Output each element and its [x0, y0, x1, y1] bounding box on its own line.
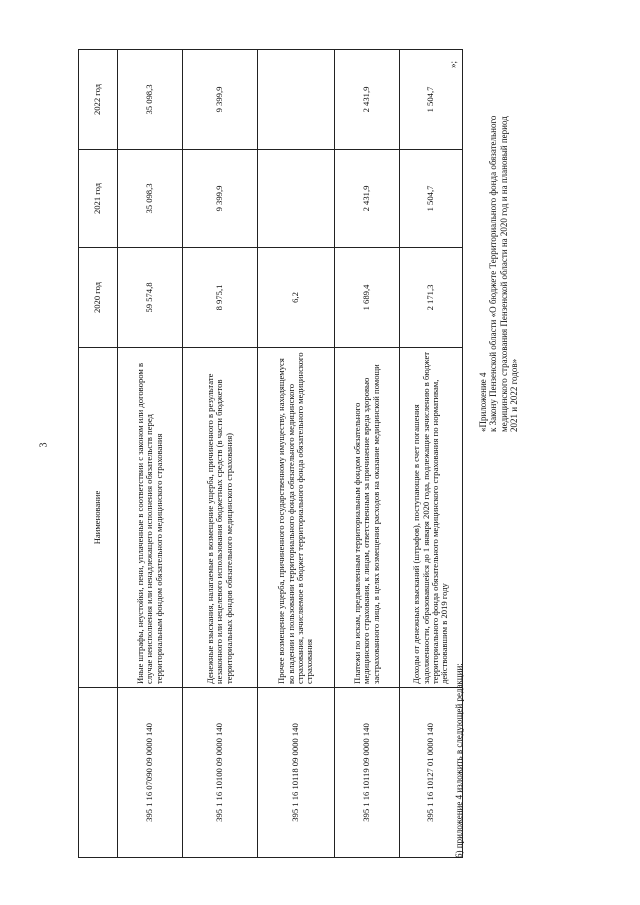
row-code: 395 1 16 07090 09 0000 140 — [118, 688, 183, 858]
row-name: Платежи по искам, предъявленным территориальным фондом обязательного медицинского страхования, к лицам, ответственным за причинение вреда здоровью застрахованного лица, в целях возмещения расходов на оказание медицинской помощи — [335, 348, 400, 688]
row-code: 395 1 16 10118 09 0000 140 — [258, 688, 335, 858]
row-value-2021: 9 399,9 — [183, 150, 258, 248]
row-code: 395 1 16 10119 09 0000 140 — [335, 688, 400, 858]
row-value-2022: 9 399,9 — [183, 50, 258, 150]
revenue-table — [78, 49, 463, 858]
row-value-2020: 6,2 — [258, 248, 335, 348]
year-2020-header: 2020 год — [79, 248, 118, 348]
table-row — [118, 50, 183, 858]
amendment-note: 6) приложение 4 изложить в следующей редакции: — [454, 663, 464, 858]
row-value-2020: 8 975,1 — [183, 248, 258, 348]
code-header — [79, 688, 118, 858]
row-value-2020: 59 574,8 — [118, 248, 183, 348]
table-row — [183, 50, 258, 858]
table-header-row — [79, 50, 118, 858]
row-value-2021: 2 431,9 — [335, 150, 400, 248]
row-code: 395 1 16 10127 01 0000 140 — [400, 688, 463, 858]
year-2021-header: 2021 год — [79, 150, 118, 248]
closing-quote: »; — [448, 60, 458, 68]
row-name: Доходы от денежных взысканий (штрафов), поступающие в счет погашения задолженности, образовавшейся до 1 января 2020 года, подлежащие зачислению в бюджет территориального фонда обязательного медицинского страхования по нормативам, действовавшим в 2019 году — [400, 348, 463, 688]
table-row — [335, 50, 400, 858]
appendix-title: «Приложение 4 — [478, 372, 488, 432]
year-2022-header: 2022 год — [79, 50, 118, 150]
appendix-subtitle: к Закону Пензенской области «О бюджете Территориального фонда обязательного медицинского страхования Пензенской области на 2020 год и на плановый период 2021 и 2022 годов» — [488, 115, 520, 432]
table-row — [258, 50, 335, 858]
row-name: Прочее возмещение ущерба, причиненного государственному имуществу, находящемуся во владении и пользовании территориального фонда обязательного медицинского страхования, зачисляемое в бюджет территориального фонда обязательного медицинского страхования — [258, 348, 335, 688]
row-value-2022: 2 431,9 — [335, 50, 400, 150]
row-value-2020: 2 171,3 — [400, 248, 463, 348]
row-value-2021: 1 504,7 — [400, 150, 463, 248]
name-header: Наименование — [79, 348, 118, 688]
row-value-2022 — [258, 50, 335, 150]
row-value-2021 — [258, 150, 335, 248]
row-name: Денежные взыскания, налагаемые в возмещение ущерба, причиненного в результате незаконного или нецелевого использования бюджетных средств (в части бюджетов территориальных фондов обязательного медицинского страхования) — [183, 348, 258, 688]
row-value-2020: 1 689,4 — [335, 248, 400, 348]
page-number: 3 — [38, 442, 50, 448]
rotated-content — [78, 50, 638, 858]
row-name: Иные штрафы, неустойки, пени, уплаченные в соответствии с законом или договором в случае неисполнения или ненадлежащего исполнения обязательств перед территориальным фондом обязательного медицинского страхования — [118, 348, 183, 688]
row-value-2022: 35 098,3 — [118, 50, 183, 150]
appendix-header — [478, 102, 519, 432]
row-value-2022: 1 504,7 — [400, 50, 463, 150]
row-value-2021: 35 098,3 — [118, 150, 183, 248]
row-code: 395 1 16 10100 09 0000 140 — [183, 688, 258, 858]
